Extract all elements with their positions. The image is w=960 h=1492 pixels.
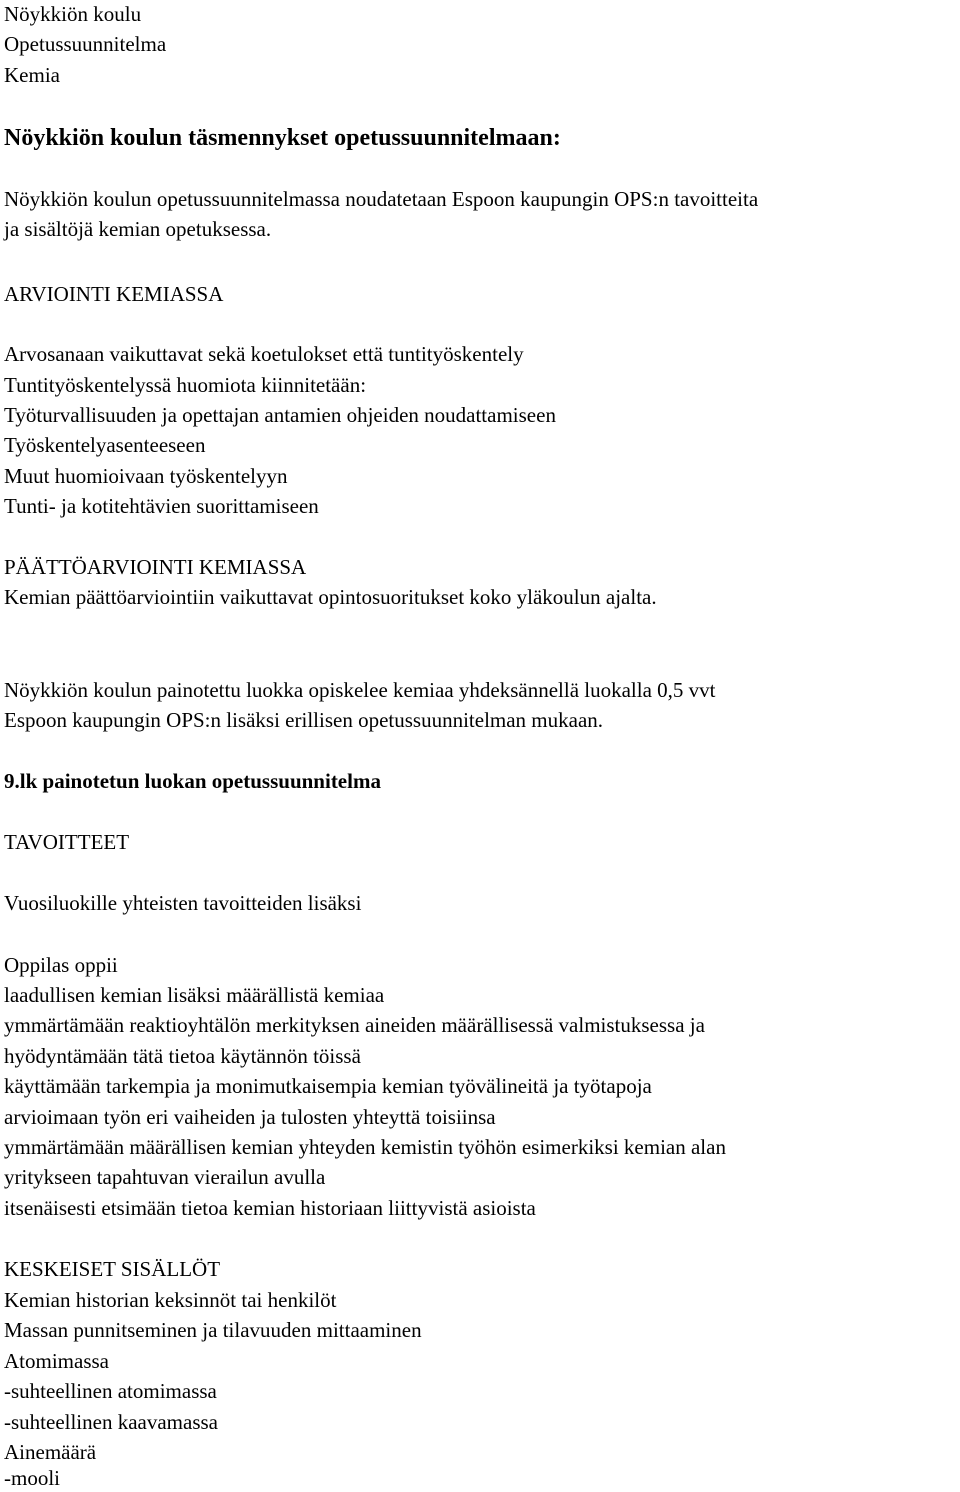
- content-item: Atomimassa: [4, 1349, 109, 1373]
- assessment-heading: ARVIOINTI KEMIASSA: [4, 282, 224, 306]
- subject-name: Kemia: [4, 63, 60, 87]
- goal-item: ymmärtämään määrällisen kemian yhteyden kemistin työhön esimerkiksi kemian alan: [4, 1135, 726, 1159]
- final-assessment-heading: PÄÄTTÖARVIOINTI KEMIASSA: [4, 555, 307, 579]
- assessment-line: Arvosanaan vaikuttavat sekä koetulokset että tuntityöskentely: [4, 342, 524, 366]
- intro-line: Nöykkiön koulun opetussuunnitelmassa noudatetaan Espoon kaupungin OPS:n tavoitteita: [4, 187, 759, 211]
- intro-line: ja sisältöjä kemian opetuksessa.: [4, 217, 272, 241]
- goals-heading: TAVOITTEET: [4, 830, 130, 854]
- assessment-line: Työturvallisuuden ja opettajan antamien ohjeiden noudattamiseen: [4, 403, 556, 427]
- goal-item: yritykseen tapahtuvan vierailun avulla: [4, 1165, 326, 1189]
- goal-item: laadullisen kemian lisäksi määrällistä kemiaa: [4, 983, 385, 1007]
- emphasized-class-line: Nöykkiön koulun painotettu luokka opiskelee kemiaa yhdeksännellä luokalla 0,5 vvt: [4, 678, 716, 702]
- document-title: Nöykkiön koulun täsmennykset opetussuunnitelmaan:: [4, 125, 561, 151]
- content-item: -mooli: [4, 1466, 60, 1490]
- goals-subheading: Vuosiluokille yhteisten tavoitteiden lisäksi: [4, 891, 362, 915]
- goal-item: käyttämään tarkempia ja monimutkaisempia kemian työvälineitä ja työtapoja: [4, 1074, 652, 1098]
- contents-heading: KESKEISET SISÄLLÖT: [4, 1257, 221, 1281]
- emphasized-class-line: Espoon kaupungin OPS:n lisäksi erillisen opetussuunnitelman mukaan.: [4, 708, 604, 732]
- content-item: Massan punnitseminen ja tilavuuden mittaaminen: [4, 1318, 422, 1342]
- curriculum-title: 9.lk painotetun luokan opetussuunnitelma: [4, 769, 381, 793]
- assessment-line: Muut huomioivaan työskentelyyn: [4, 464, 288, 488]
- school-name: Nöykkiön koulu: [4, 2, 142, 26]
- goal-item: arvioimaan työn eri vaiheiden ja tulosten yhteyttä toisiinsa: [4, 1105, 496, 1129]
- content-item: -suhteellinen atomimassa: [4, 1379, 217, 1403]
- goals-lead: Oppilas oppii: [4, 953, 118, 977]
- assessment-line: Tunti- ja kotitehtävien suorittamiseen: [4, 494, 319, 518]
- document-type: Opetussuunnitelma: [4, 32, 167, 56]
- assessment-line: Työskentelyasenteeseen: [4, 433, 206, 457]
- content-item: -suhteellinen kaavamassa: [4, 1410, 218, 1434]
- content-item: Kemian historian keksinnöt tai henkilöt: [4, 1288, 337, 1312]
- goal-item: itsenäisesti etsimään tietoa kemian historiaan liittyvistä asioista: [4, 1196, 536, 1220]
- assessment-line: Tuntityöskentelyssä huomiota kiinnitetään:: [4, 373, 367, 397]
- goal-item: hyödyntämään tätä tietoa käytännön töissä: [4, 1044, 361, 1068]
- content-item: Ainemäärä: [4, 1440, 97, 1464]
- goal-item: ymmärtämään reaktioyhtälön merkityksen aineiden määrällisessä valmistuksessa ja: [4, 1013, 705, 1037]
- final-assessment-text: Kemian päättöarviointiin vaikuttavat opintosuoritukset koko yläkoulun ajalta.: [4, 585, 657, 609]
